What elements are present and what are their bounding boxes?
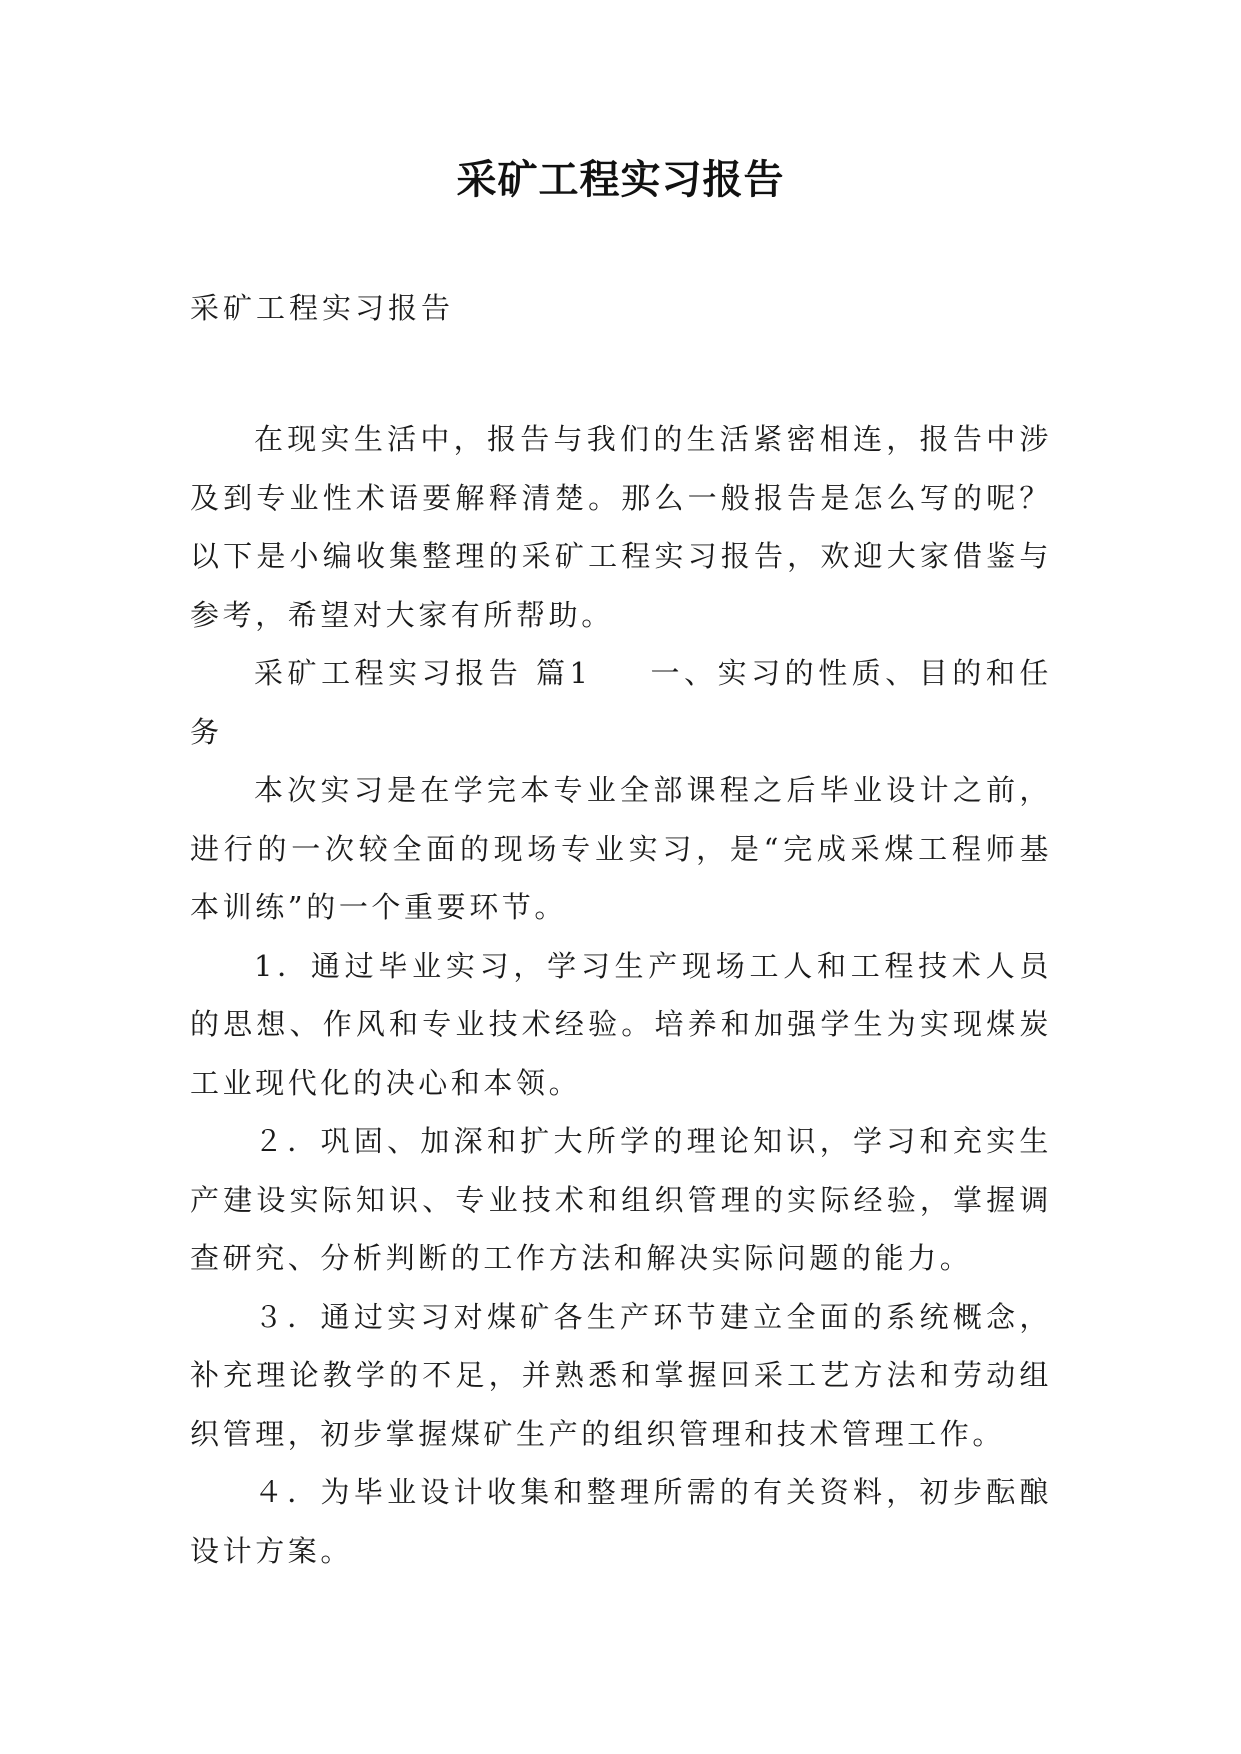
section-heading-part-b: 一、实习的性质、目的和任务 xyxy=(190,656,1053,749)
paragraph-item-4: ４．为毕业设计收集和整理所需的有关资料，初步酝酿设计方案。 xyxy=(190,1475,1052,1568)
section-heading-part-a: 采矿工程实习报告 篇1 xyxy=(254,656,592,690)
document-subtitle: 采矿工程实习报告 xyxy=(190,291,455,325)
section-heading xyxy=(190,644,1052,761)
paragraph-item-2: ２．巩固、加深和扩大所学的理论知识，学习和充实生产建设实际知识、专业技术和组织管理的实际经验，掌握调查研究、分析判断的工作方法和解决实际问题的能力。 xyxy=(190,1124,1052,1275)
paragraph-overview: 本次实习是在学完本专业全部课程之后毕业设计之前，进行的一次较全面的现场专业实习，是“完成采煤工程师基本训练”的一个重要环节。 xyxy=(190,773,1052,924)
paragraph-item-1: 1．通过毕业实习，学习生产现场工人和工程技术人员的思想、作风和专业技术经验。培养和加强学生为实现煤炭工业现代化的决心和本领。 xyxy=(190,948,1052,1100)
document-title: 采矿工程实习报告 xyxy=(456,156,785,203)
document-body xyxy=(190,410,1052,1580)
intro-paragraph: 在现实生活中，报告与我们的生活紧密相连，报告中涉及到专业性术语要解释清楚。那么一般报告是怎么写的呢？以下是小编收集整理的采矿工程实习报告，欢迎大家借鉴与参考，希望对大家有所帮助。 xyxy=(190,422,1052,632)
paragraph-item-3: ３．通过实习对煤矿各生产环节建立全面的系统概念，补充理论教学的不足，并熟悉和掌握回采工艺方法和劳动组织管理，初步掌握煤矿生产的组织管理和技术管理工作。 xyxy=(190,1299,1052,1451)
